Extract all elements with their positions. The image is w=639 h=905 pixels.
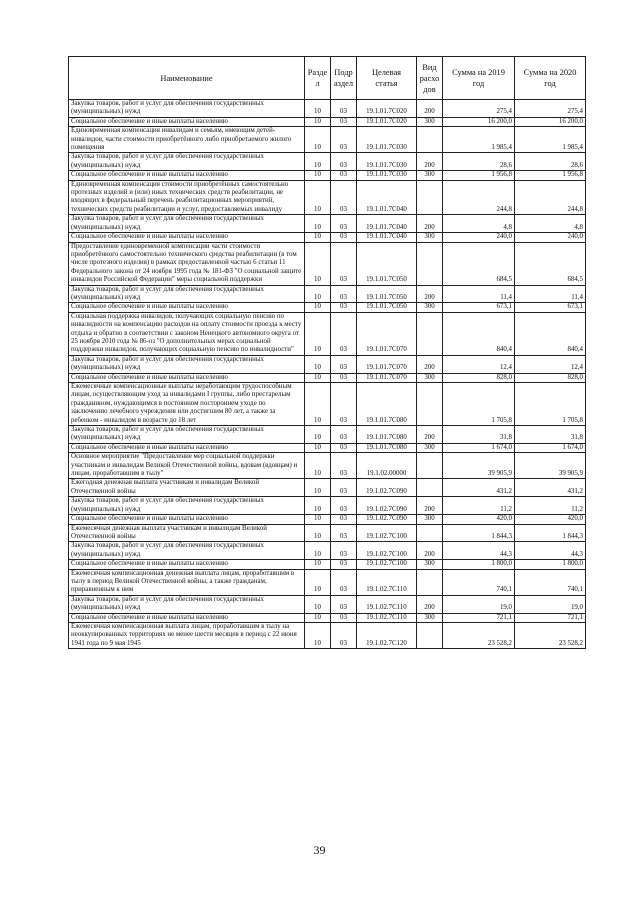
row-sum-2019: 28,6 bbox=[443, 153, 515, 171]
row-name: Социальное обеспечение и иные выплаты населению bbox=[69, 515, 305, 524]
table-row bbox=[69, 215, 586, 233]
row-subsection: 03 bbox=[331, 595, 357, 613]
row-name: Социальное обеспечение и иные выплаты населению bbox=[69, 443, 305, 452]
row-sum-2019: 11,2 bbox=[443, 497, 515, 515]
table-row bbox=[69, 312, 586, 355]
row-sum-2019: 12,4 bbox=[443, 355, 515, 373]
row-sum-2020: 420,0 bbox=[515, 515, 586, 524]
row-subsection: 03 bbox=[331, 242, 357, 285]
table-row bbox=[69, 171, 586, 180]
row-subsection: 03 bbox=[331, 373, 357, 382]
table-row bbox=[69, 542, 586, 560]
row-section: 10 bbox=[305, 479, 331, 497]
header-subsection: Подр аздел bbox=[331, 57, 357, 100]
row-section: 10 bbox=[305, 233, 331, 242]
row-sum-2020: 44,3 bbox=[515, 542, 586, 560]
table-header-row bbox=[69, 57, 586, 100]
row-name: Ежемесячные компенсационные выплаты неработающим трудоспособным лицам, осуществляющим уход за инвалидами I группы, либо престарелым гражданином, нуждающимся в постоянном постороннем уходе по заключению лечебного учреждения или достигшим 80 лет, а также за ребенком - инвалидом в возрасте до 18 лет bbox=[69, 383, 305, 426]
row-sum-2019: 828,0 bbox=[443, 373, 515, 382]
row-sum-2019: 1 674,0 bbox=[443, 443, 515, 452]
table-row bbox=[69, 479, 586, 497]
row-section: 10 bbox=[305, 383, 331, 426]
row-sum-2020: 12,4 bbox=[515, 355, 586, 373]
row-expense-type: 300 bbox=[417, 117, 443, 126]
row-sum-2020: 244,8 bbox=[515, 180, 586, 215]
row-expense-type: 300 bbox=[417, 373, 443, 382]
row-section: 10 bbox=[305, 312, 331, 355]
row-sum-2019: 840,4 bbox=[443, 312, 515, 355]
row-sum-2020: 4,8 bbox=[515, 215, 586, 233]
row-expense-type: 300 bbox=[417, 171, 443, 180]
row-sum-2019: 16 200,0 bbox=[443, 117, 515, 126]
row-expense-type: 300 bbox=[417, 303, 443, 312]
row-name: Закупка товаров, работ и услуг для обеспечения государственных (муниципальных) нужд bbox=[69, 285, 305, 303]
row-section: 10 bbox=[305, 613, 331, 622]
row-sum-2020: 31,8 bbox=[515, 426, 586, 444]
row-name: Закупка товаров, работ и услуг для обеспечения государственных (муниципальных) нужд bbox=[69, 497, 305, 515]
row-sum-2019: 1 844,3 bbox=[443, 524, 515, 542]
row-target-article: 19.1.02.7C100 bbox=[357, 560, 417, 569]
row-expense-type: 200 bbox=[417, 426, 443, 444]
row-sum-2019: 1 800,0 bbox=[443, 560, 515, 569]
row-subsection: 03 bbox=[331, 515, 357, 524]
row-section: 10 bbox=[305, 153, 331, 171]
row-target-article: 19.1.01.7C040 bbox=[357, 215, 417, 233]
table-row bbox=[69, 569, 586, 595]
row-subsection: 03 bbox=[331, 153, 357, 171]
row-sum-2020: 11,4 bbox=[515, 285, 586, 303]
row-name: Закупка товаров, работ и услуг для обеспечения государственных (муниципальных) нужд bbox=[69, 542, 305, 560]
row-name: Ежемесячная денежная выплата участникам и инвалидам Великой Отечественной войны bbox=[69, 524, 305, 542]
row-name: Социальное обеспечение и иные выплаты населению bbox=[69, 613, 305, 622]
row-expense-type bbox=[417, 312, 443, 355]
header-target-article: Целевая статья bbox=[357, 57, 417, 100]
row-target-article: 19.1.01.7C050 bbox=[357, 303, 417, 312]
row-subsection: 03 bbox=[331, 180, 357, 215]
row-sum-2019: 1 956,8 bbox=[443, 171, 515, 180]
table-row bbox=[69, 180, 586, 215]
header-name: Наименование bbox=[69, 57, 305, 100]
row-sum-2020: 11,2 bbox=[515, 497, 586, 515]
row-subsection: 03 bbox=[331, 117, 357, 126]
row-target-article: 19.1.02.7C090 bbox=[357, 515, 417, 524]
row-name: Закупка товаров, работ и услуг для обеспечения государственных (муниципальных) нужд bbox=[69, 153, 305, 171]
row-sum-2019: 11,4 bbox=[443, 285, 515, 303]
row-expense-type bbox=[417, 127, 443, 153]
row-expense-type: 300 bbox=[417, 233, 443, 242]
table-row bbox=[69, 613, 586, 622]
row-sum-2019: 431,2 bbox=[443, 479, 515, 497]
row-name: Закупка товаров, работ и услуг для обеспечения государственных (муниципальных) нужд bbox=[69, 595, 305, 613]
row-expense-type: 300 bbox=[417, 560, 443, 569]
row-target-article: 19.1.02.00000 bbox=[357, 453, 417, 479]
row-subsection: 03 bbox=[331, 215, 357, 233]
row-sum-2020: 1 800,0 bbox=[515, 560, 586, 569]
row-subsection: 03 bbox=[331, 542, 357, 560]
row-expense-type: 200 bbox=[417, 215, 443, 233]
row-target-article: 19.1.01.7C020 bbox=[357, 117, 417, 126]
row-expense-type: 200 bbox=[417, 542, 443, 560]
row-expense-type bbox=[417, 180, 443, 215]
row-expense-type: 300 bbox=[417, 443, 443, 452]
row-sum-2020: 431,2 bbox=[515, 479, 586, 497]
row-name: Закупка товаров, работ и услуг для обеспечения государственных (муниципальных) нужд bbox=[69, 100, 305, 118]
row-section: 10 bbox=[305, 355, 331, 373]
row-section: 10 bbox=[305, 242, 331, 285]
row-target-article: 19.1.02.7C110 bbox=[357, 595, 417, 613]
row-target-article: 19.1.01.7C080 bbox=[357, 383, 417, 426]
row-sum-2020: 1 985,4 bbox=[515, 127, 586, 153]
row-name: Ежемесячная компенсационная денежная выплата лицам, проработавшим в тылу в период Великой Отечественной войны, а также гражданам, приравненным к ним bbox=[69, 569, 305, 595]
page-number: 39 bbox=[313, 843, 326, 857]
row-section: 10 bbox=[305, 515, 331, 524]
row-subsection: 03 bbox=[331, 497, 357, 515]
table-row bbox=[69, 242, 586, 285]
row-target-article: 19.1.01.7C020 bbox=[357, 100, 417, 118]
table-row bbox=[69, 622, 586, 648]
row-section: 10 bbox=[305, 171, 331, 180]
table-body bbox=[69, 100, 586, 649]
row-sum-2020: 1 705,8 bbox=[515, 383, 586, 426]
row-sum-2020: 1 844,3 bbox=[515, 524, 586, 542]
row-subsection: 03 bbox=[331, 171, 357, 180]
row-name: Социальная поддержка инвалидов, получающих социальную пенсию по инвалидности на компенсацию расходов на оплату стоимости проезда к месту отдыха и обратно в соответствии с законом Ненецкого автономного округа от 25 ноября 2010 года № 86-оз "О дополнительных мерах социальной поддержки инвалидов, получающих социальную пенсию по инвалидности" bbox=[69, 312, 305, 355]
row-sum-2019: 244,8 bbox=[443, 180, 515, 215]
row-expense-type bbox=[417, 453, 443, 479]
row-expense-type: 200 bbox=[417, 153, 443, 171]
row-section: 10 bbox=[305, 373, 331, 382]
table-row bbox=[69, 426, 586, 444]
row-name: Социальное обеспечение и иные выплаты населению bbox=[69, 233, 305, 242]
row-target-article: 19.1.01.7C040 bbox=[357, 233, 417, 242]
header-sum-2019: Сумма на 2019 год bbox=[443, 57, 515, 100]
row-sum-2019: 721,1 bbox=[443, 613, 515, 622]
row-subsection: 03 bbox=[331, 355, 357, 373]
row-sum-2020: 275,4 bbox=[515, 100, 586, 118]
row-section: 10 bbox=[305, 303, 331, 312]
table-row bbox=[69, 355, 586, 373]
row-target-article: 19.1.01.7C030 bbox=[357, 153, 417, 171]
table-row bbox=[69, 383, 586, 426]
row-sum-2020: 19,0 bbox=[515, 595, 586, 613]
row-sum-2020: 1 674,0 bbox=[515, 443, 586, 452]
row-section: 10 bbox=[305, 117, 331, 126]
row-section: 10 bbox=[305, 215, 331, 233]
row-name: Закупка товаров, работ и услуг для обеспечения государственных (муниципальных) нужд bbox=[69, 426, 305, 444]
row-sum-2019: 684,5 bbox=[443, 242, 515, 285]
row-name: Социальное обеспечение и иные выплаты населению bbox=[69, 171, 305, 180]
row-name: Единовременная компенсация инвалидам и семьям, имеющим детей-инвалидов, части стоимости приобретённого либо приобретаемого жилого помещения bbox=[69, 127, 305, 153]
row-expense-type bbox=[417, 383, 443, 426]
row-section: 10 bbox=[305, 542, 331, 560]
row-name: Закупка товаров, работ и услуг для обеспечения государственных (муниципальных) нужд bbox=[69, 215, 305, 233]
row-section: 10 bbox=[305, 524, 331, 542]
row-sum-2020: 16 200,0 bbox=[515, 117, 586, 126]
row-subsection: 03 bbox=[331, 613, 357, 622]
table-row bbox=[69, 443, 586, 452]
row-name: Социальное обеспечение и иные выплаты населению bbox=[69, 303, 305, 312]
row-section: 10 bbox=[305, 497, 331, 515]
row-section: 10 bbox=[305, 180, 331, 215]
row-sum-2020: 740,1 bbox=[515, 569, 586, 595]
row-subsection: 03 bbox=[331, 100, 357, 118]
row-target-article: 19.1.01.7C040 bbox=[357, 180, 417, 215]
table-row bbox=[69, 153, 586, 171]
row-subsection: 03 bbox=[331, 383, 357, 426]
table-row bbox=[69, 303, 586, 312]
row-expense-type: 200 bbox=[417, 355, 443, 373]
row-target-article: 19.1.01.7C050 bbox=[357, 285, 417, 303]
table-row bbox=[69, 515, 586, 524]
header-sum-2020: Сумма на 2020 год bbox=[515, 57, 586, 100]
row-subsection: 03 bbox=[331, 524, 357, 542]
row-target-article: 19.1.01.7C050 bbox=[357, 242, 417, 285]
row-name: Основное мероприятие "Предоставление мер социальной поддержки участникам и инвалидам Великой Отечественной войны, вдовам (вдовцам) и лицам, проработавшим в тылу" bbox=[69, 453, 305, 479]
row-target-article: 19.1.02.7C100 bbox=[357, 542, 417, 560]
row-expense-type: 200 bbox=[417, 100, 443, 118]
row-target-article: 19.1.01.7C080 bbox=[357, 426, 417, 444]
row-sum-2019: 19,0 bbox=[443, 595, 515, 613]
table-header bbox=[69, 57, 586, 100]
row-name: Предоставление единовременной компенсации части стоимости приобретённого самостоятельно технического средства реабилитации (в том числе протезного изделия) в рамках предоставленной частью 6 статьи 11 Федерального закона от 24 ноября 1995 года № 181-ФЗ "О социальной защите инвалидов Российской Федерации" меры социальной поддержки bbox=[69, 242, 305, 285]
table-row bbox=[69, 100, 586, 118]
row-expense-type bbox=[417, 242, 443, 285]
row-expense-type: 200 bbox=[417, 285, 443, 303]
row-target-article: 19.1.02.7C120 bbox=[357, 622, 417, 648]
row-subsection: 03 bbox=[331, 569, 357, 595]
row-sum-2020: 1 956,8 bbox=[515, 171, 586, 180]
row-sum-2020: 28,6 bbox=[515, 153, 586, 171]
row-subsection: 03 bbox=[331, 312, 357, 355]
row-sum-2019: 31,8 bbox=[443, 426, 515, 444]
row-sum-2020: 684,5 bbox=[515, 242, 586, 285]
row-section: 10 bbox=[305, 595, 331, 613]
row-subsection: 03 bbox=[331, 622, 357, 648]
header-section: Разде л bbox=[305, 57, 331, 100]
row-sum-2020: 721,1 bbox=[515, 613, 586, 622]
row-target-article: 19.1.02.7C100 bbox=[357, 524, 417, 542]
row-target-article: 19.1.01.7C070 bbox=[357, 355, 417, 373]
table-row bbox=[69, 373, 586, 382]
row-target-article: 19.1.01.7C070 bbox=[357, 312, 417, 355]
row-target-article: 19.1.02.7C110 bbox=[357, 613, 417, 622]
row-expense-type bbox=[417, 479, 443, 497]
row-sum-2020: 828,0 bbox=[515, 373, 586, 382]
row-section: 10 bbox=[305, 622, 331, 648]
row-section: 10 bbox=[305, 453, 331, 479]
row-section: 10 bbox=[305, 285, 331, 303]
row-name: Ежегодная денежная выплата участникам и инвалидам Великой Отечественной войны bbox=[69, 479, 305, 497]
row-subsection: 03 bbox=[331, 560, 357, 569]
row-section: 10 bbox=[305, 443, 331, 452]
row-expense-type: 300 bbox=[417, 613, 443, 622]
table-row bbox=[69, 233, 586, 242]
row-sum-2019: 740,1 bbox=[443, 569, 515, 595]
table-row bbox=[69, 524, 586, 542]
row-target-article: 19.1.01.7C080 bbox=[357, 443, 417, 452]
row-section: 10 bbox=[305, 560, 331, 569]
row-name: Социальное обеспечение и иные выплаты населению bbox=[69, 117, 305, 126]
row-subsection: 03 bbox=[331, 426, 357, 444]
row-name: Социальное обеспечение и иные выплаты населению bbox=[69, 373, 305, 382]
row-name: Ежемесячная компенсационная выплата лицам, проработавшим в тылу на неоккупированных территориях не менее шести месяцев в период с 22 июня 1941 года по 9 мая 1945 bbox=[69, 622, 305, 648]
row-expense-type: 200 bbox=[417, 497, 443, 515]
row-subsection: 03 bbox=[331, 127, 357, 153]
row-expense-type bbox=[417, 622, 443, 648]
row-subsection: 03 bbox=[331, 479, 357, 497]
row-sum-2020: 673,1 bbox=[515, 303, 586, 312]
row-section: 10 bbox=[305, 100, 331, 118]
row-name: Единовременная компенсация стоимости приобретённых самостоятельно протезных изделий и (или) иных технических средств реабилитации, не входящих в федеральный перечень реабилитационных мероприятий, технических средств реабилитации и услуг, предоставляемых инвалиду bbox=[69, 180, 305, 215]
table-row bbox=[69, 127, 586, 153]
row-sum-2019: 420,0 bbox=[443, 515, 515, 524]
table-row bbox=[69, 595, 586, 613]
budget-table bbox=[68, 56, 586, 649]
row-target-article: 19.1.02.7C110 bbox=[357, 569, 417, 595]
row-section: 10 bbox=[305, 127, 331, 153]
row-subsection: 03 bbox=[331, 233, 357, 242]
row-target-article: 19.1.01.7C030 bbox=[357, 171, 417, 180]
row-subsection: 03 bbox=[331, 303, 357, 312]
row-sum-2019: 275,4 bbox=[443, 100, 515, 118]
row-target-article: 19.1.02.7C090 bbox=[357, 497, 417, 515]
row-section: 10 bbox=[305, 426, 331, 444]
row-sum-2019: 23 528,2 bbox=[443, 622, 515, 648]
row-section: 10 bbox=[305, 569, 331, 595]
header-expense-type: Вид расхо дов bbox=[417, 57, 443, 100]
table-row bbox=[69, 117, 586, 126]
row-expense-type bbox=[417, 569, 443, 595]
row-sum-2019: 44,3 bbox=[443, 542, 515, 560]
row-target-article: 19.1.01.7C030 bbox=[357, 127, 417, 153]
row-sum-2020: 240,0 bbox=[515, 233, 586, 242]
row-name: Социальное обеспечение и иные выплаты населению bbox=[69, 560, 305, 569]
row-sum-2020: 23 528,2 bbox=[515, 622, 586, 648]
table-row bbox=[69, 560, 586, 569]
row-expense-type: 300 bbox=[417, 515, 443, 524]
row-sum-2019: 673,1 bbox=[443, 303, 515, 312]
row-target-article: 19.1.02.7C090 bbox=[357, 479, 417, 497]
table-row bbox=[69, 285, 586, 303]
row-expense-type: 200 bbox=[417, 595, 443, 613]
row-expense-type bbox=[417, 524, 443, 542]
row-sum-2019: 39 905,9 bbox=[443, 453, 515, 479]
row-subsection: 03 bbox=[331, 453, 357, 479]
row-sum-2019: 1 705,8 bbox=[443, 383, 515, 426]
table-row bbox=[69, 453, 586, 479]
row-target-article: 19.1.01.7C070 bbox=[357, 373, 417, 382]
row-sum-2020: 840,4 bbox=[515, 312, 586, 355]
row-name: Закупка товаров, работ и услуг для обеспечения государственных (муниципальных) нужд bbox=[69, 355, 305, 373]
row-subsection: 03 bbox=[331, 285, 357, 303]
row-subsection: 03 bbox=[331, 443, 357, 452]
row-sum-2019: 4,8 bbox=[443, 215, 515, 233]
row-sum-2019: 1 985,4 bbox=[443, 127, 515, 153]
table-row bbox=[69, 497, 586, 515]
row-sum-2020: 39 905,9 bbox=[515, 453, 586, 479]
row-sum-2019: 240,0 bbox=[443, 233, 515, 242]
